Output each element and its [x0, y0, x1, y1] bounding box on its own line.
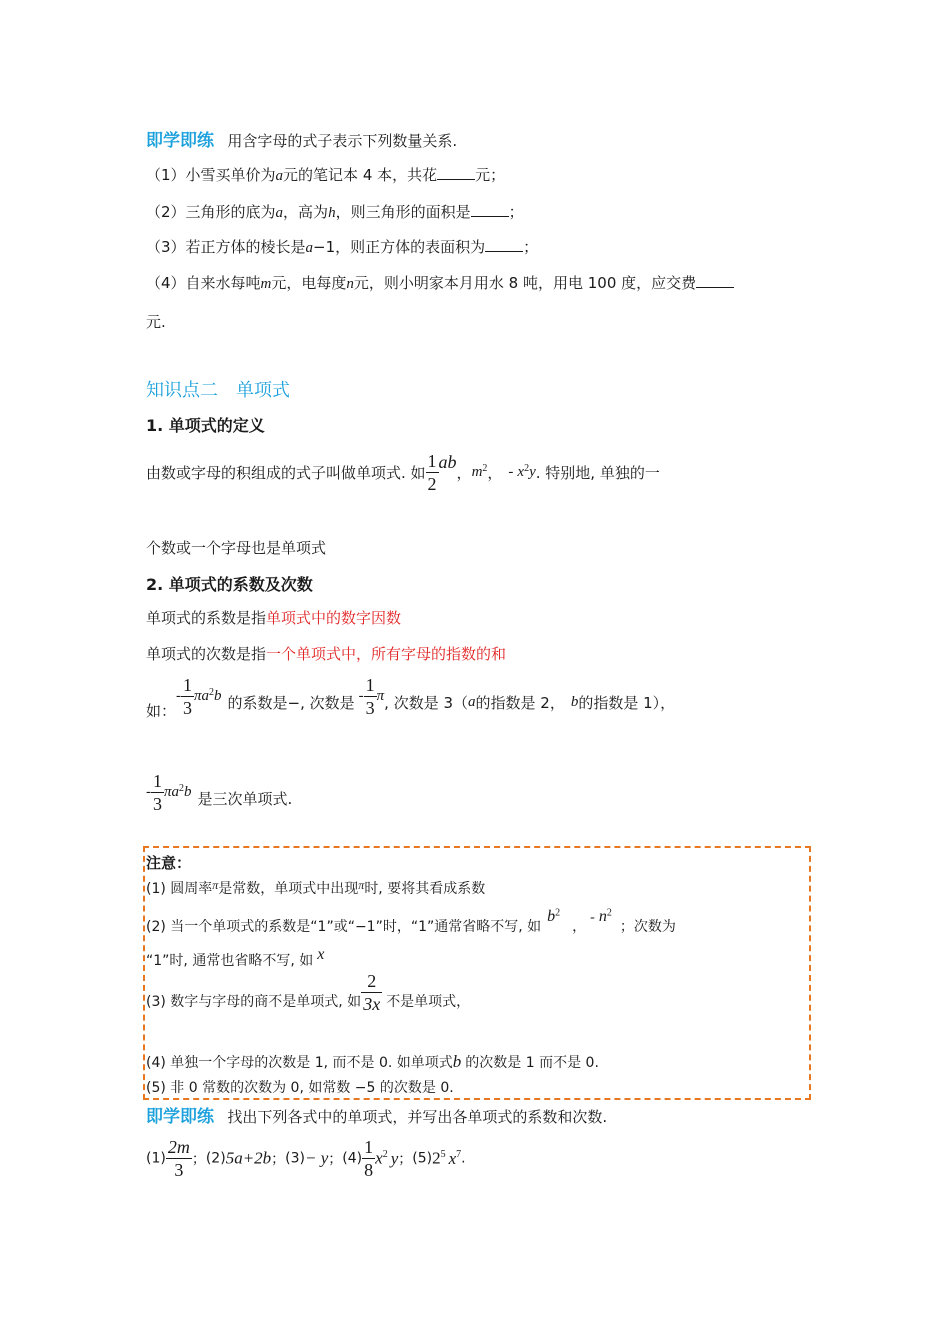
definition-line2: 个数或一个字母也是单项式 — [146, 539, 327, 557]
practice2-items — [146, 1138, 466, 1179]
answer-blank — [485, 250, 523, 252]
item-label: (2) — [205, 1150, 226, 1167]
frac-num: 1 — [183, 675, 193, 695]
practice1-q2 — [146, 201, 524, 222]
math-pi: π — [376, 688, 385, 704]
fraction-2m-over-3 — [166, 1138, 192, 1179]
note-text: 不是单项式， — [386, 993, 471, 1010]
note-item-5: (5) 非 0 常数的次数为 0, 如常数 −5 的次数是 0. — [146, 1080, 454, 1096]
q3-text2: −1，则正方体的表面积为 — [313, 238, 486, 256]
q1-var: a — [275, 168, 284, 184]
practice1-q3 — [146, 236, 538, 257]
frac-num: 2 — [367, 971, 377, 991]
definition-line — [146, 452, 660, 493]
end-period: . — [461, 1150, 466, 1167]
math-b: b — [184, 784, 192, 800]
answer-blank — [696, 286, 734, 288]
note-text: “1”时, 通常也省略不写, 如 — [146, 953, 314, 969]
example2-text: 是三次单项式. — [197, 790, 293, 808]
note-item-1 — [146, 878, 485, 898]
frac-num: 1 — [365, 675, 375, 695]
math-base: 2 — [432, 1148, 441, 1168]
q4-var-m: m — [260, 276, 272, 292]
deg-text: 单项式的次数是指 — [146, 645, 267, 663]
q1-text2: 元的笔记本 4 本，共花 — [283, 166, 438, 184]
frac-den: 3 — [365, 698, 375, 718]
note-title: 注意： — [146, 854, 192, 872]
note-text: 是常数，单项式中出现 — [218, 881, 359, 897]
coef-text: 单项式的系数是指 — [146, 609, 267, 627]
math-a: a — [468, 694, 476, 710]
math-ab: ab — [438, 452, 457, 472]
math-minus: - — [358, 688, 364, 704]
q2-text4: ； — [508, 203, 524, 221]
practice1-q1 — [146, 164, 505, 185]
math-b: b — [214, 688, 222, 704]
q4-var-n: n — [346, 276, 354, 292]
coefficient-definition — [146, 607, 401, 628]
math-m: m — [471, 464, 483, 480]
note-text: (1) 圆周率 — [146, 881, 213, 897]
example-text4: 的指数是 1）， — [578, 694, 676, 712]
math-x: x — [317, 946, 325, 963]
sep: ， — [487, 464, 503, 482]
fraction-third — [151, 772, 164, 813]
practice2-prompt: 找出下列各式中的单项式，并写出各单项式的系数和次数. — [227, 1108, 608, 1126]
fraction-2-over-3x — [361, 972, 382, 1013]
math-pi: π — [212, 878, 219, 892]
note-item-2-cont — [146, 946, 325, 970]
math-y: y — [390, 1148, 399, 1168]
item-label: (1) — [146, 1150, 166, 1167]
note-item-3 — [146, 972, 470, 1013]
section-heading: 知识点二 单项式 — [146, 380, 290, 401]
q1-text: （1）小雪买单价为 — [146, 166, 276, 184]
q3-var: a — [305, 240, 314, 256]
math-pi: π — [194, 688, 202, 704]
exponent: 2 — [482, 463, 488, 474]
item-expr: 5a+2b — [225, 1148, 272, 1168]
note-text: (3) 数字与字母的商不是单项式, 如 — [146, 993, 362, 1010]
exponent: 7 — [456, 1148, 462, 1160]
practice1-q4 — [146, 272, 734, 293]
frac-num: 1 — [427, 451, 437, 471]
definition-text: 由数或字母的积组成的式子叫做单项式. 如 — [146, 464, 426, 482]
practice2-title: 即学即练 — [146, 1107, 214, 1127]
q4-text3: 元，则小明家本月用水 8 吨，用电 100 度，应交费 — [353, 274, 697, 292]
fraction-half — [426, 452, 439, 493]
math-minus: - — [590, 910, 595, 925]
example-text: 的系数是−, 次数是 — [227, 694, 355, 712]
fraction-third — [181, 676, 194, 717]
exponent: 5 — [440, 1148, 446, 1160]
practice1-line — [146, 126, 457, 151]
practice1-q4-tail: 元. — [146, 313, 166, 331]
q3-text: （3）若正方体的棱长是 — [146, 238, 306, 256]
item-label: (3) — [285, 1150, 306, 1167]
frac-num: 2m — [167, 1137, 190, 1157]
fraction-1-over-8 — [362, 1138, 375, 1179]
item-expr: − y — [305, 1148, 329, 1168]
note-item-4 — [146, 1052, 599, 1072]
note-text: ， — [572, 919, 587, 935]
exponent: 2 — [179, 783, 185, 794]
practice1-title: 即学即练 — [146, 131, 214, 151]
practice1-prompt: 用含字母的式子表示下列数量关系. — [227, 132, 458, 150]
math-x: x — [375, 1148, 383, 1168]
math-b: b — [570, 694, 579, 710]
answer-blank — [437, 178, 475, 180]
math-pi: π — [358, 878, 365, 892]
math-a: a — [201, 688, 210, 704]
math-x: x — [517, 464, 525, 480]
math-minus: - — [146, 784, 151, 800]
math-b: b — [452, 1052, 462, 1071]
subheading-coefficient: 2. 单项式的系数及次数 — [146, 575, 313, 594]
frac-den: 3 — [183, 698, 193, 718]
math-minus: - — [508, 464, 514, 480]
note-text: (2) 当一个单项式的系数是“1”或“−1”时，“1”通常省略不写, 如 — [146, 919, 542, 935]
math-pi: π — [164, 784, 172, 800]
example-text2: , 次数是 3（ — [384, 694, 469, 712]
math-n: n — [598, 908, 607, 925]
note-text: 时, 要将其看成系数 — [364, 881, 486, 897]
exponent: 2 — [209, 687, 215, 698]
q2-text: （2）三角形的底为 — [146, 203, 276, 221]
coef-highlight: 单项式中的数字因数 — [266, 609, 402, 627]
sep: ； — [191, 1151, 206, 1168]
math-b: b — [547, 908, 556, 925]
example-text3: 的指数是 2， — [475, 694, 565, 712]
item-label: (5) — [412, 1150, 433, 1167]
frac-den: 3 — [153, 794, 162, 814]
frac-num: 1 — [153, 771, 162, 791]
sep: ； — [271, 1151, 286, 1168]
exponent: 2 — [524, 463, 530, 474]
math-x: x — [448, 1148, 457, 1168]
q2-text2: ，高为 — [283, 203, 329, 221]
q1-text3: 元； — [475, 166, 506, 184]
exponent: 2 — [555, 907, 561, 919]
frac-den: 3x — [363, 994, 381, 1014]
frac-den: 2 — [427, 474, 437, 494]
example-label: 如： — [146, 702, 177, 720]
example-line — [146, 675, 676, 720]
example-line2 — [146, 772, 292, 813]
q4-text2: 元，电每度 — [271, 274, 347, 292]
q2-var-h: h — [328, 205, 336, 221]
q4-text: （4）自来水每吨 — [146, 274, 261, 292]
sep: ； — [398, 1151, 413, 1168]
sep: ； — [328, 1151, 343, 1168]
q2-text3: ，则三角形的面积是 — [335, 203, 471, 221]
note-text: (4) 单独一个字母的次数是 1, 而不是 0. 如单项式 — [146, 1055, 453, 1071]
note-text: ；次数为 — [619, 919, 676, 935]
item-label: (4) — [342, 1150, 363, 1167]
note-text: 的次数是 1 而不是 0. — [465, 1055, 599, 1071]
math-y: y — [529, 464, 536, 480]
degree-definition — [146, 643, 506, 664]
q2-var-a: a — [275, 205, 284, 221]
exponent: 2 — [382, 1148, 388, 1160]
q3-text3: ； — [523, 238, 539, 256]
practice2-line — [146, 1102, 607, 1127]
answer-blank — [471, 215, 509, 217]
subheading-definition: 1. 单项式的定义 — [146, 416, 265, 435]
math-a: a — [171, 784, 180, 800]
frac-num: 1 — [364, 1137, 374, 1157]
definition-text2: . 特别地, 单独的一 — [535, 464, 660, 482]
fraction-third — [364, 676, 377, 717]
exponent: 2 — [606, 907, 612, 919]
math-minus: - — [176, 688, 182, 704]
frac-den: 8 — [364, 1160, 374, 1180]
sep: ， — [456, 464, 472, 482]
frac-den: 3 — [166, 1158, 192, 1179]
deg-highlight: 一个单项式中，所有字母的指数的和 — [266, 645, 507, 663]
note-item-2 — [146, 906, 676, 935]
